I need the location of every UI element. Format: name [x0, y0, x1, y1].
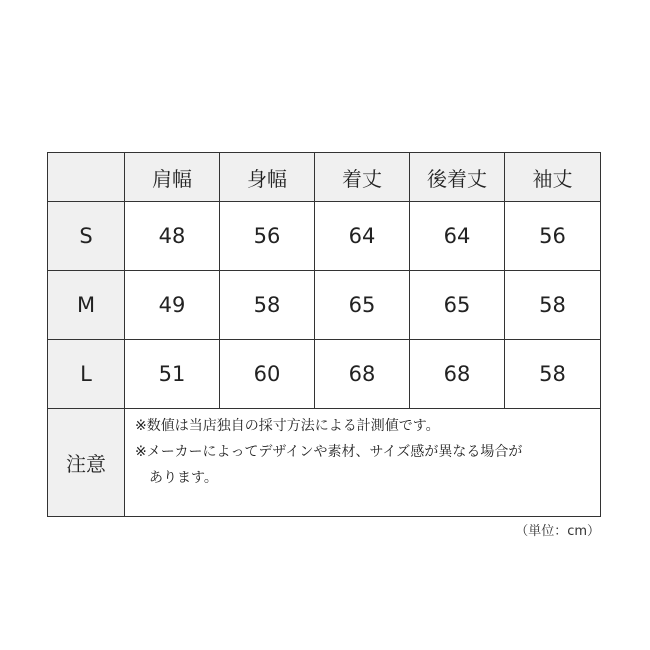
header-corner-cell [48, 153, 125, 202]
table-row-m [48, 271, 601, 340]
table-cell: 48 [125, 202, 220, 271]
size-chart-table [47, 152, 601, 517]
note-text [125, 409, 601, 517]
table-row-s [48, 202, 601, 271]
table-cell: 56 [220, 202, 315, 271]
header-length: 着丈 [315, 153, 410, 202]
table-cell: 60 [220, 340, 315, 409]
table-cell: 49 [125, 271, 220, 340]
table-cell: 65 [410, 271, 505, 340]
unit-label: （単位：cm） [515, 524, 600, 539]
table-cell: 51 [125, 340, 220, 409]
header-body-width: 身幅 [220, 153, 315, 202]
header-back-length: 後着丈 [410, 153, 505, 202]
note-line: あります。 [149, 470, 218, 486]
table-cell: 58 [505, 271, 601, 340]
row-label-l: L [48, 340, 125, 409]
note-line: ※数値は当店独自の採寸方法による計測値です。 [135, 418, 440, 434]
header-row [48, 153, 601, 202]
note-row [48, 409, 601, 517]
note-line: ※メーカーによってデザインや素材、サイズ感が異なる場合が [135, 444, 523, 460]
table-cell: 58 [220, 271, 315, 340]
table-cell: 58 [505, 340, 601, 409]
table-cell: 64 [315, 202, 410, 271]
table-cell: 56 [505, 202, 601, 271]
note-label: 注意 [48, 409, 125, 517]
table-cell: 65 [315, 271, 410, 340]
row-label-s: S [48, 202, 125, 271]
header-shoulder-width: 肩幅 [125, 153, 220, 202]
table-row-l [48, 340, 601, 409]
table-cell: 68 [315, 340, 410, 409]
table-cell: 68 [410, 340, 505, 409]
table-cell: 64 [410, 202, 505, 271]
row-label-m: M [48, 271, 125, 340]
header-sleeve-length: 袖丈 [505, 153, 601, 202]
